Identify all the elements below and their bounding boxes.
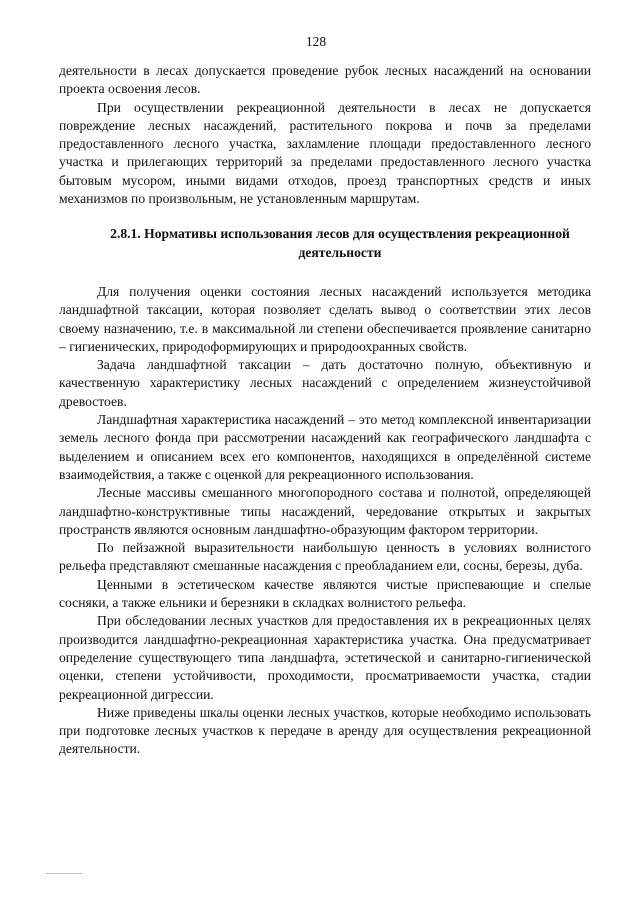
paragraph: Лесные массивы смешанного многопородного состава и полнотой, определяющей ландшафтно-конструктивные типы насаждений, чередование открытых и закрытых пространств являются основным ландшафтно-образующим фактором территории. [59,485,591,537]
paragraph: При обследовании лесных участков для предоставления их в рекреационных целях производится ландшафтно-рекреационная характеристика участка. Она предусматривает определение существующего типа ландшафта, эстетической и санитарно-гигиенической оценки, степени устойчивости, проходимости, просматриваемости участка, стадии рекреационной дигрессии. [59,613,591,702]
document-body [59,62,591,759]
paragraph: Для получения оценки состояния лесных насаждений используется методика ландшафтной таксации, которая позволяет сделать вывод о соответствии этих лесов своему назначению, т.е. в максимальной ли степени обеспечивается проявление санитарно – гигиенических, природоформирующих и природоохранных свойств. [59,283,591,354]
paragraph: Ландшафтная характеристика насаждений – это метод комплексной инвентаризации земель лесного фонда при рассмотрении насаждений как географического ландшафта с выделением и описанием всех его компонентов, находящихся в определённой системе взаимодействия, а также с оценкой для рекреационного использования. [59,412,591,482]
paragraph: Ниже приведены шкалы оценки лесных участков, которые необходимо использовать при подготовке лесных участков к передаче в аренду для осуществления рекреационной деятельности. [59,704,591,757]
paragraph: Задача ландшафтной таксации – дать достаточно полную, объективную и качественную характеристику лесных насаждений с определением жизнеустойчивой древостоев. [59,357,591,409]
section-heading: 2.8.1. Нормативы использования лесов для осуществления рекреационной деятельности [110,226,570,260]
page-number: 128 [305,34,327,49]
paragraph: По пейзажной выразительности наибольшую ценность в условиях волнистого рельефа представляют смешанные насаждения с преобладанием ели, сосны, березы, дуба. [59,540,591,574]
paragraph: При осуществлении рекреационной деятельности в лесах не допускается повреждение лесных насаждений, растительного покрова и почв за пределами предоставленного лесного участка, захламление площади предоставленного лесного участка и прилегающих территорий за пределами предоставленного лесного участка бытовым мусором, иными видами отходов, проезд транспортных средств и иных механизмов по произвольным, не установленным маршрутам. [59,99,591,207]
paragraph: Ценными в эстетическом качестве являются чистые приспевающие и спелые сосняки, а также ельники и березняки в складках волнистого рельефа. [59,576,591,611]
footer-divider [46,873,82,874]
paragraph: деятельности в лесах допускается проведение рубок лесных насаждений на основании проекта освоения лесов. [59,63,591,97]
